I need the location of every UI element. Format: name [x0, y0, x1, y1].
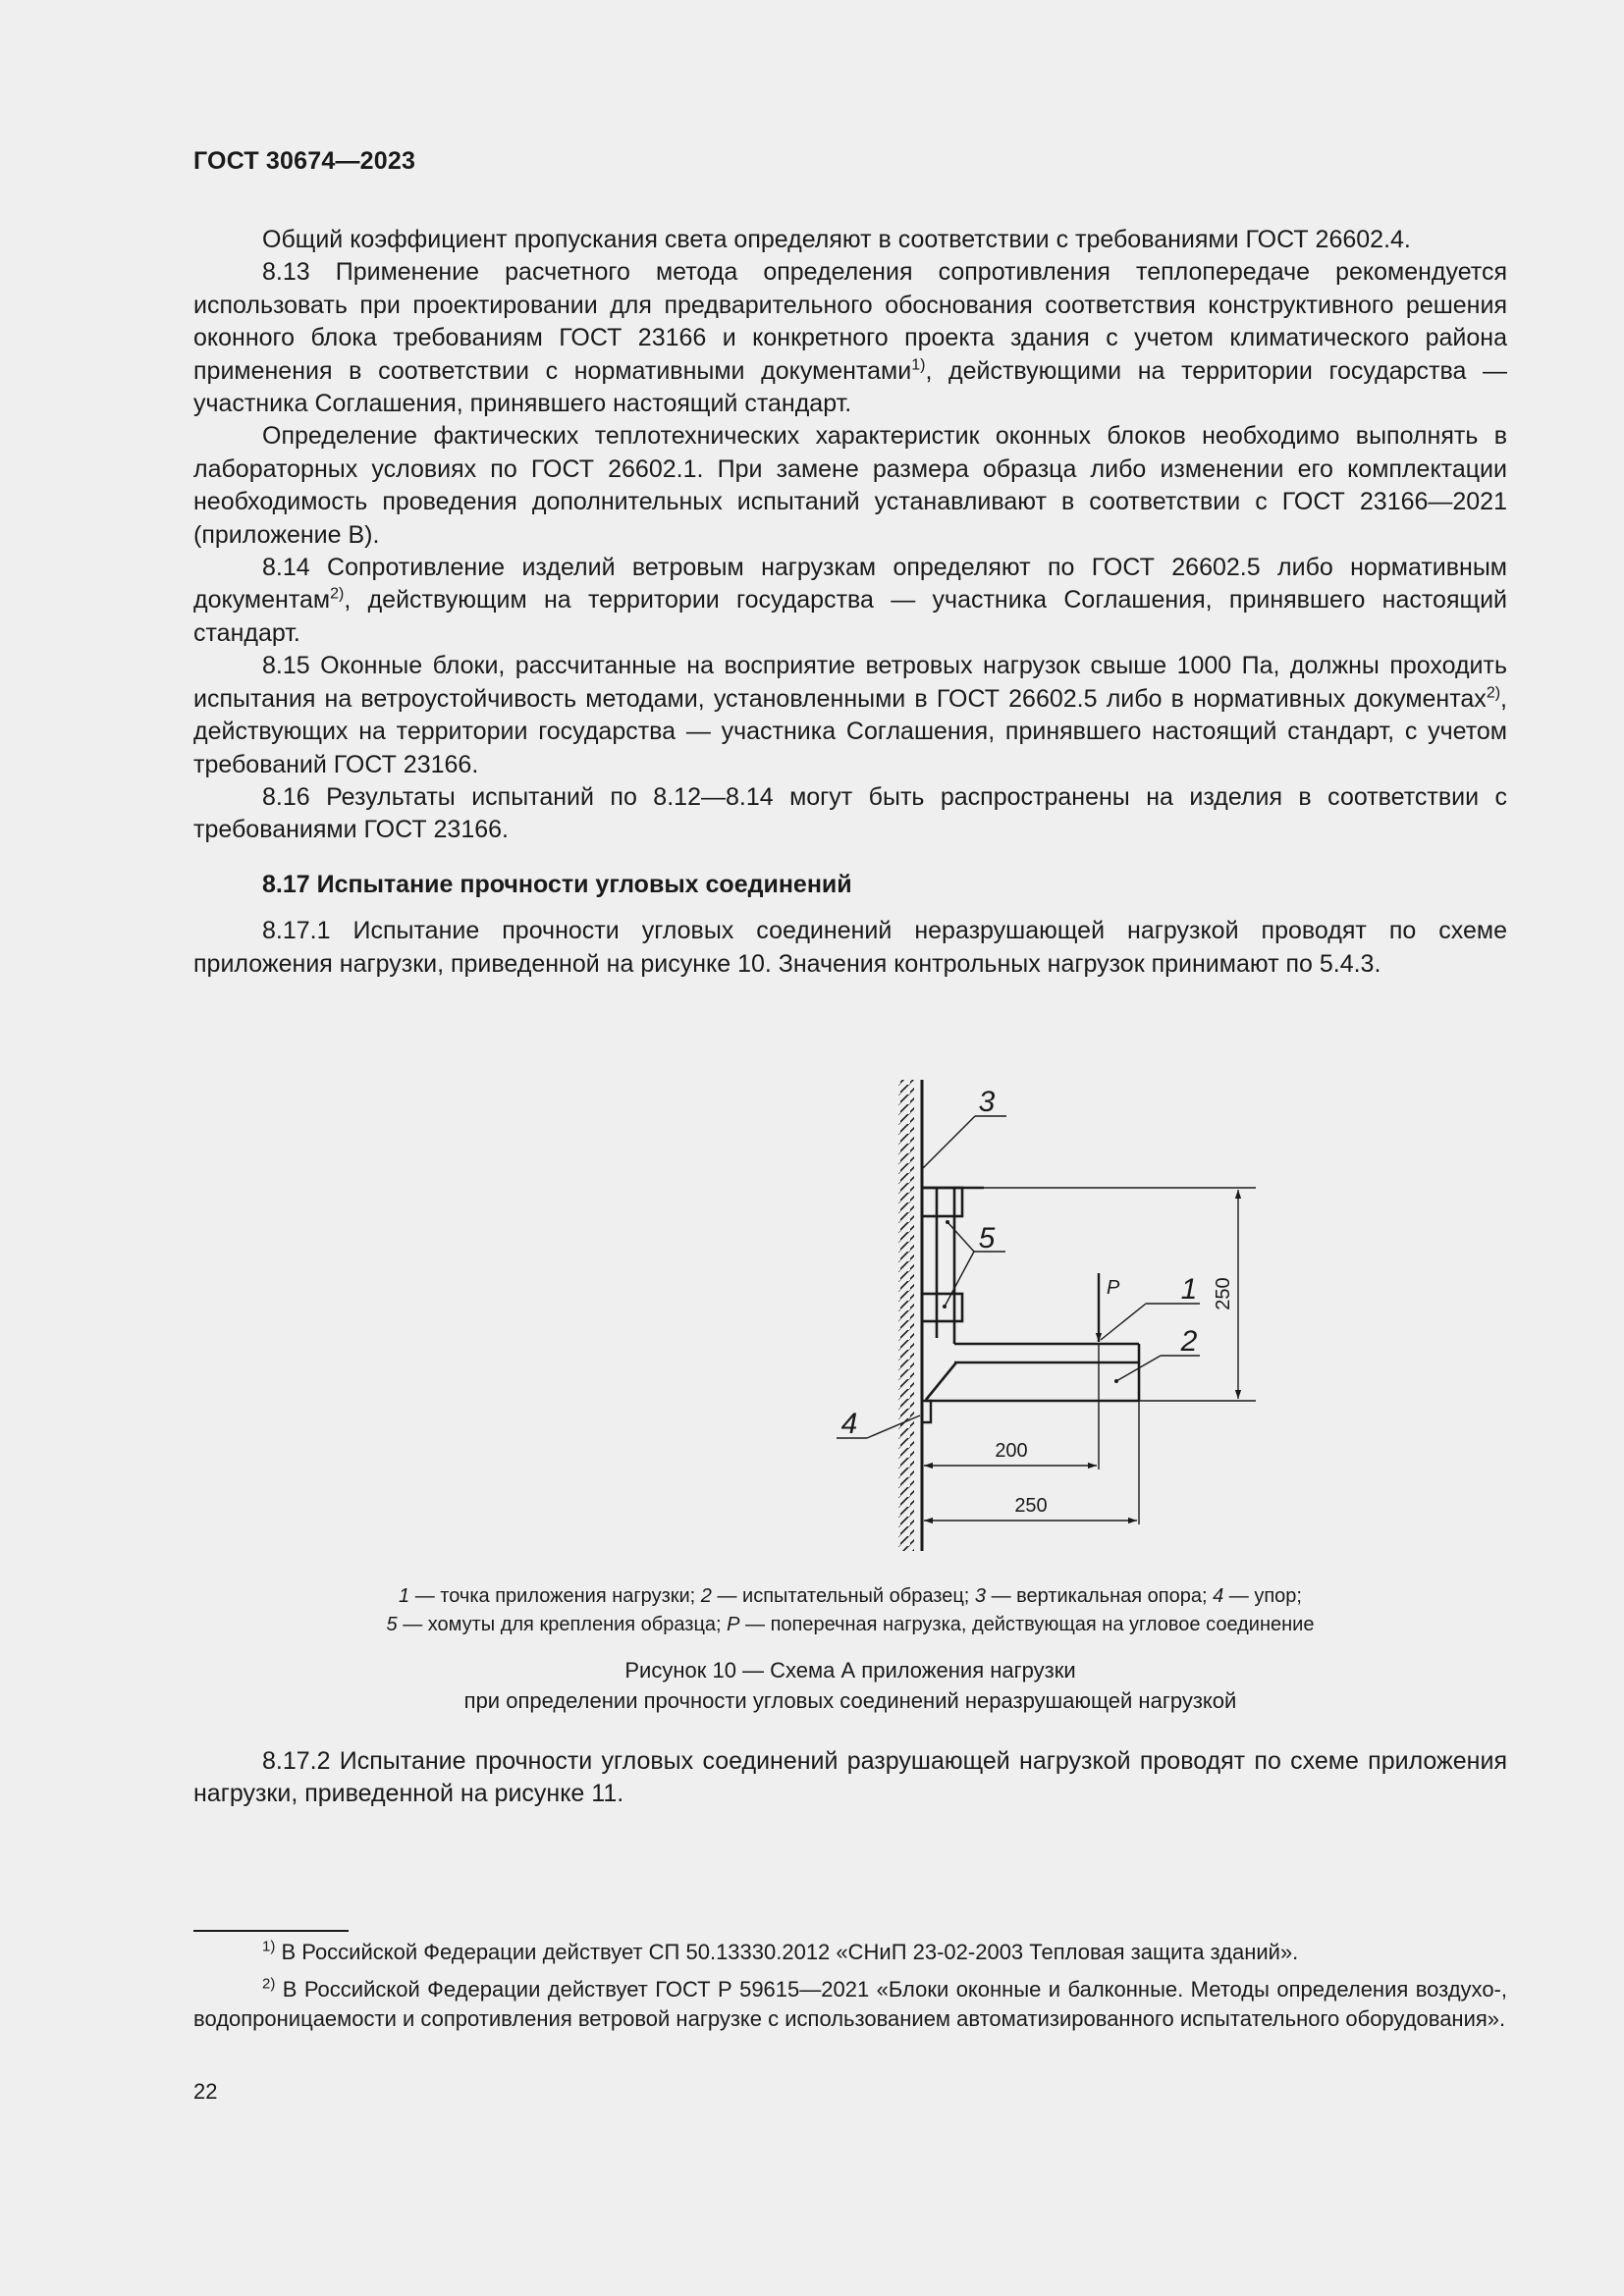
label-4: 4	[840, 1408, 858, 1440]
caption-line-1: Рисунок 10 — Схема А приложения нагрузки	[624, 1658, 1076, 1682]
paragraph-8-14: 8.14 Сопротивление изделий ветровым нагрузкам определяют по ГОСТ 26602.5 либо нормативным документам$^{2)}$, действующим на территории государства — участника Соглашения, принявшего настоящий стандарт.	[193, 554, 1507, 647]
leader-5-dot-upper	[946, 1220, 949, 1224]
leader-2-dot	[1114, 1379, 1118, 1383]
leader-1	[1101, 1304, 1146, 1340]
label-5: 5	[978, 1222, 996, 1255]
footnotes	[193, 1938, 1507, 2042]
paragraph-light-transmission: Общий коэффициент пропускания света определяют в соответствии с требованиями ГОСТ 26602.4.	[262, 226, 1411, 253]
legend-line-1: 1 — точка приложения нагрузки; 2 — испытательный образец; 3 — вертикальная опора; 4 — упор;	[399, 1585, 1302, 1607]
paragraph-8-17-1: 8.17.1 Испытание прочности угловых соединений неразрушающей нагрузкой проводят по схеме приложения нагрузки, приведенной на рисунке 10. Значения контрольных нагрузок принимают по 5.4.3.	[193, 917, 1507, 978]
caption-line-2: при определении прочности угловых соединений неразрушающей нагрузкой	[463, 1688, 1237, 1713]
corner-diagonal	[926, 1362, 956, 1400]
figure-10-diagram	[625, 1065, 1293, 1566]
dimension-250-horizontal: 250	[1014, 1495, 1048, 1517]
label-3: 3	[978, 1086, 996, 1118]
paragraph-8-15: 8.15 Оконные блоки, рассчитанные на восприятие ветровых нагрузок свыше 1000 Па, должны проходить испытания на ветроустойчивость методами, установленными в ГОСТ 26602.5 либо в нормативных документах$^{2)}$, действующих на территории государства — участника Соглашения, принявшего настоящий стандарт, с учетом требований ГОСТ 23166.	[193, 652, 1507, 778]
footnote-1: $^{1)}$ В Российской Федерации действует СП 50.13330.2012 «СНиП 23-02-2003 Тепловая защита зданий».	[262, 1938, 1299, 1964]
clamp-lower	[922, 1294, 962, 1321]
leader-3	[923, 1116, 975, 1168]
paragraph-8-16: 8.16 Результаты испытаний по 8.12—8.14 могут быть распространены на изделия в соответствии с требованиями ГОСТ 23166.	[193, 782, 1507, 844]
section-heading-8-17: 8.17 Испытание прочности угловых соединений	[262, 870, 852, 898]
leader-5-dot-lower	[943, 1305, 947, 1308]
paragraph-8-13: 8.13 Применение расчетного метода определения сопротивления теплопередаче рекомендуется использовать при проектировании для предварительного обоснования соответствия конструктивного решения оконного блока требованиям ГОСТ 23166 и конкретного проекта здания с учетом климатического района применения в соответствии с нормативными документами$^{1)}$, действующими на территории государства — участника Соглашения, принявшего настоящий стандарт.	[193, 258, 1507, 418]
page-number: 22	[193, 2079, 218, 2104]
leader-5-lower	[945, 1252, 974, 1307]
figure-caption	[193, 1655, 1507, 1716]
dimension-200: 200	[995, 1440, 1028, 1462]
document-header: ГОСТ 30674—2023	[193, 147, 416, 175]
legend-line-2: 5 — хомуты для крепления образца; P — поперечная нагрузка, действующая на угловое соединение	[386, 1614, 1315, 1635]
body-text	[193, 224, 1507, 981]
leader-5-upper	[947, 1222, 974, 1252]
load-label-P: P	[1107, 1277, 1120, 1299]
body-text-continued	[193, 1745, 1507, 1811]
clamp-upper	[922, 1188, 962, 1216]
footnote-ref-2[interactable]: 2)	[330, 586, 345, 604]
load-scheme-drawing	[625, 1065, 1293, 1566]
footnote-separator	[193, 1930, 349, 1932]
figure-legend	[193, 1582, 1507, 1639]
footnote-2: $^{2)}$ В Российской Федерации действует ГОСТ Р 59615—2021 «Блоки оконные и балконные. Методы определения воздухо-, водопроницаемости и сопротивления ветровой нагрузке с использованием автоматизированного испытательного оборудования».	[193, 1975, 1507, 2031]
footnote-ref-1[interactable]: 1)	[911, 356, 926, 374]
label-2: 2	[1180, 1325, 1198, 1358]
label-1: 1	[1180, 1273, 1198, 1306]
wall-hatching	[898, 1080, 914, 1551]
paragraph-8-17-2: 8.17.2 Испытание прочности угловых соединений разрушающей нагрузкой проводят по схеме приложения нагрузки, приведенной на рисунке 11.	[193, 1747, 1507, 1808]
dimension-250-vertical: 250	[1213, 1277, 1234, 1310]
paragraph-thermal-characteristics: Определение фактических теплотехнических характеристик оконных блоков необходимо выполнять в лабораторных условиях по ГОСТ 26602.1. При замене размера образца либо изменении его комплектации необходимость проведения дополнительных испытаний устанавливают в соответствии с ГОСТ 23166—2021 (приложение В).	[193, 422, 1507, 549]
footnote-ref-2[interactable]: 2)	[1486, 684, 1501, 702]
